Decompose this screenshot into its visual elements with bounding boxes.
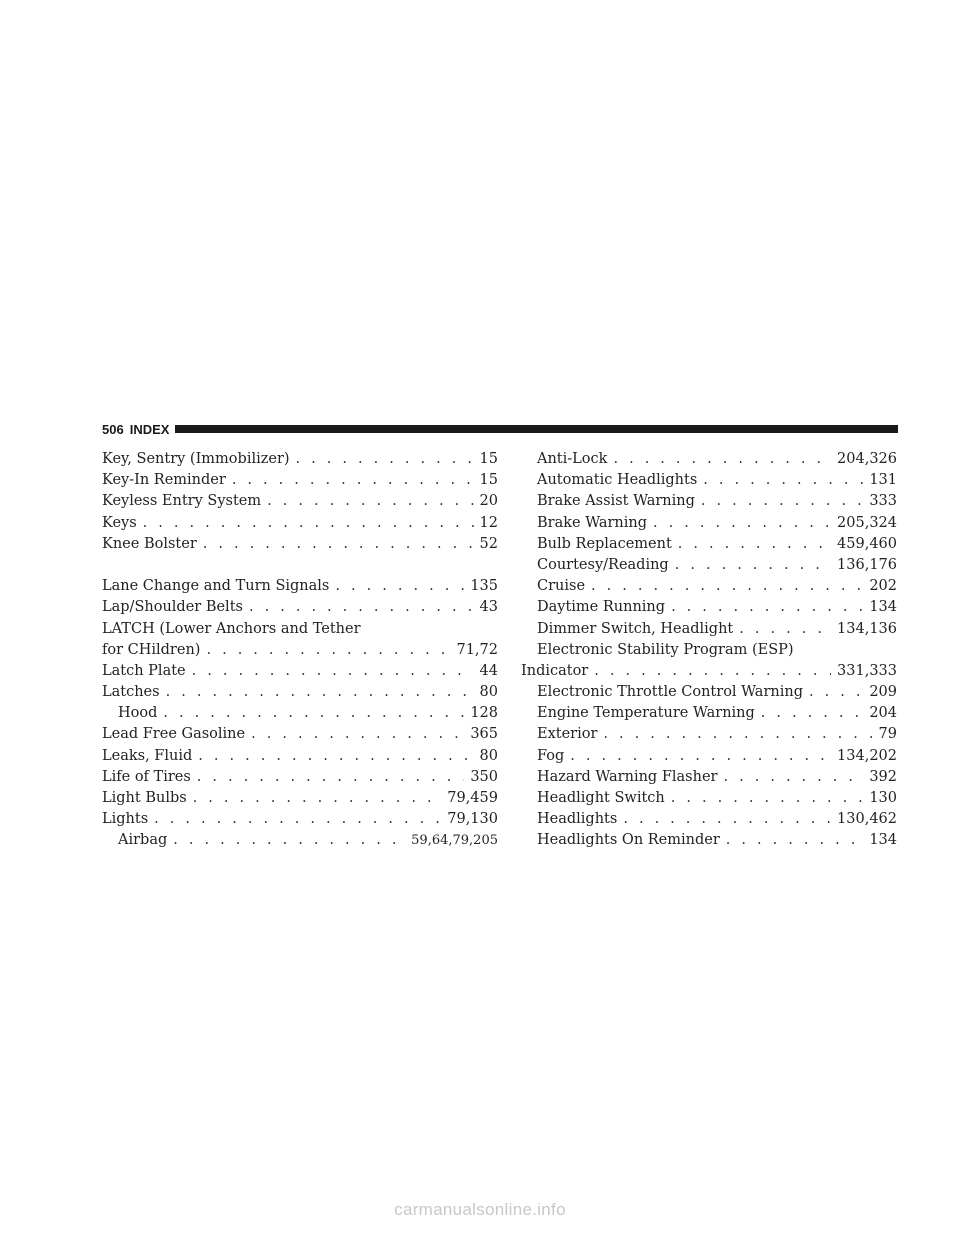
index-subentry: Brake Assist Warning . . . 333 — [521, 491, 897, 512]
header-rule — [175, 425, 898, 433]
index-subentry: Brake Warning . . . 205,324 — [521, 513, 897, 534]
index-subentry: Daytime Running . . . 134 — [521, 597, 897, 618]
index-entry: Light Bulbs . . . 79,459 — [102, 788, 498, 809]
index-entry: Key, Sentry (Immobilizer) . . . 15 — [102, 449, 498, 470]
index-subentry: Engine Temperature Warning . . . 204 — [521, 703, 897, 724]
index-entry: for CHildren) . . . 71,72 — [102, 640, 498, 661]
index-entry: Keyless Entry System . . . 20 — [102, 491, 498, 512]
index-subentry: Headlights . . . 130,462 — [521, 809, 897, 830]
index-subentry: Cruise . . . 202 — [521, 576, 897, 597]
index-subentry: Hazard Warning Flasher . . . 392 — [521, 767, 897, 788]
page-number: 506 — [102, 421, 124, 437]
index-entry: Key-In Reminder . . . 15 — [102, 470, 498, 491]
index-subentry: Electronic Throttle Control Warning . . . 209 — [521, 682, 897, 703]
index-subentry: Hood . . . 128 — [102, 703, 498, 724]
index-column-left — [102, 449, 498, 852]
index-subentry: Electronic Stability Program (ESP) — [537, 641, 794, 658]
index-entry: Latch Plate . . . 44 — [102, 661, 498, 682]
index-column-right — [521, 449, 897, 852]
index-entry: Latches . . . 80 — [102, 682, 498, 703]
index-entry: Lead Free Gasoline . . . 365 — [102, 724, 498, 745]
page-header — [102, 418, 898, 440]
index-subentry: Dimmer Switch, Headlight . . . 134,136 — [521, 619, 897, 640]
header-title: INDEX — [129, 421, 170, 437]
index-entry: Lap/Shoulder Belts . . . 43 — [102, 597, 498, 618]
index-subentry: Headlights On Reminder . . . 134 — [521, 830, 897, 851]
index-entry: Life of Tires . . . 350 — [102, 767, 498, 788]
index-subentry: Anti-Lock . . . 204,326 — [521, 449, 897, 470]
index-entry: Indicator . . . 331,333 — [521, 661, 897, 682]
index-entry: Leaks, Fluid . . . 80 — [102, 746, 498, 767]
index-subentry: Bulb Replacement . . . 459,460 — [521, 534, 897, 555]
index-entry: Lane Change and Turn Signals . . . 135 — [102, 576, 498, 597]
index-subentry: Headlight Switch . . . 130 — [521, 788, 897, 809]
index-subentry: Courtesy/Reading . . . 136,176 — [521, 555, 897, 576]
watermark: carmanualsonline.info — [394, 1200, 566, 1219]
index-entry: Lights . . . 79,130 — [102, 809, 498, 830]
index-subentry: Exterior . . . 79 — [521, 724, 897, 745]
index-subentry: Automatic Headlights . . . 131 — [521, 470, 897, 491]
index-subentry: Airbag . . . 59,64,79,205 — [102, 830, 498, 851]
index-entry: Keys . . . 12 — [102, 513, 498, 534]
index-entry: Knee Bolster . . . 52 — [102, 534, 498, 555]
index-subentry: Fog . . . 134,202 — [521, 746, 897, 767]
index-entry: LATCH (Lower Anchors and Tether — [102, 620, 361, 637]
